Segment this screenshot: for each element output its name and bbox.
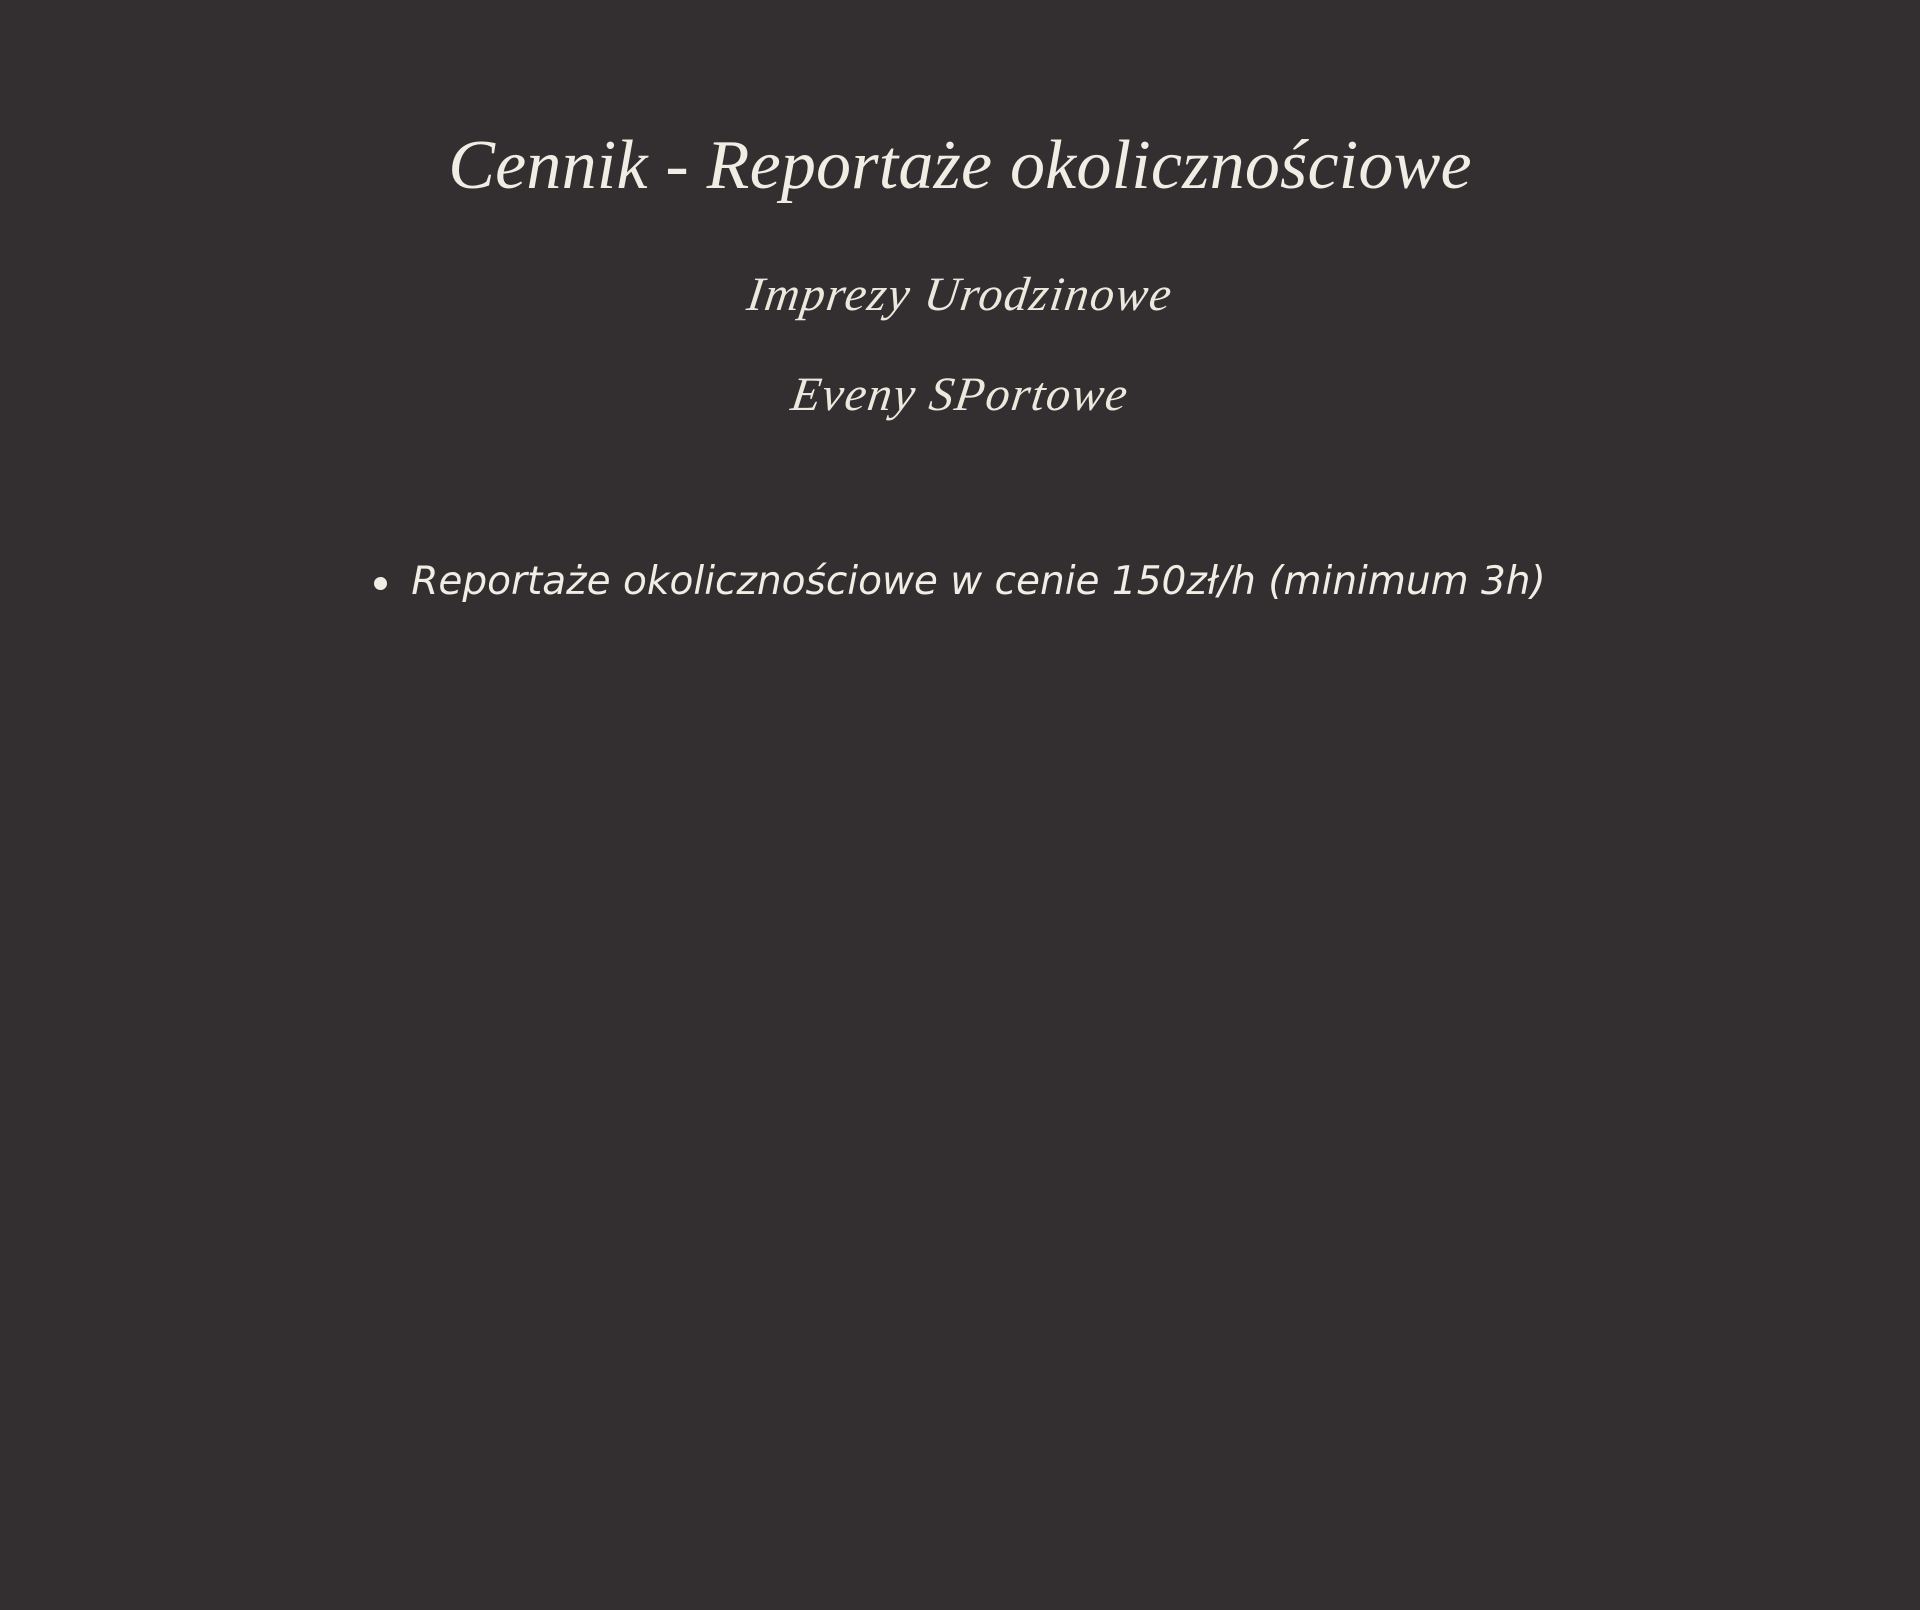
subtitle-sport-events: Eveny SPortowe <box>787 368 1133 421</box>
price-list <box>0 554 1920 610</box>
page-title: Cennik - Reportaże okolicznościowe <box>448 127 1472 204</box>
bullet-dot-icon <box>374 577 387 590</box>
subtitle-birthday-events: Imprezy Urodzinowe <box>743 268 1177 321</box>
price-list-item-text: Reportaże okolicznościowe w cenie 150zł/h (minimum 3h) <box>411 559 1546 604</box>
price-list-item <box>374 554 1546 610</box>
